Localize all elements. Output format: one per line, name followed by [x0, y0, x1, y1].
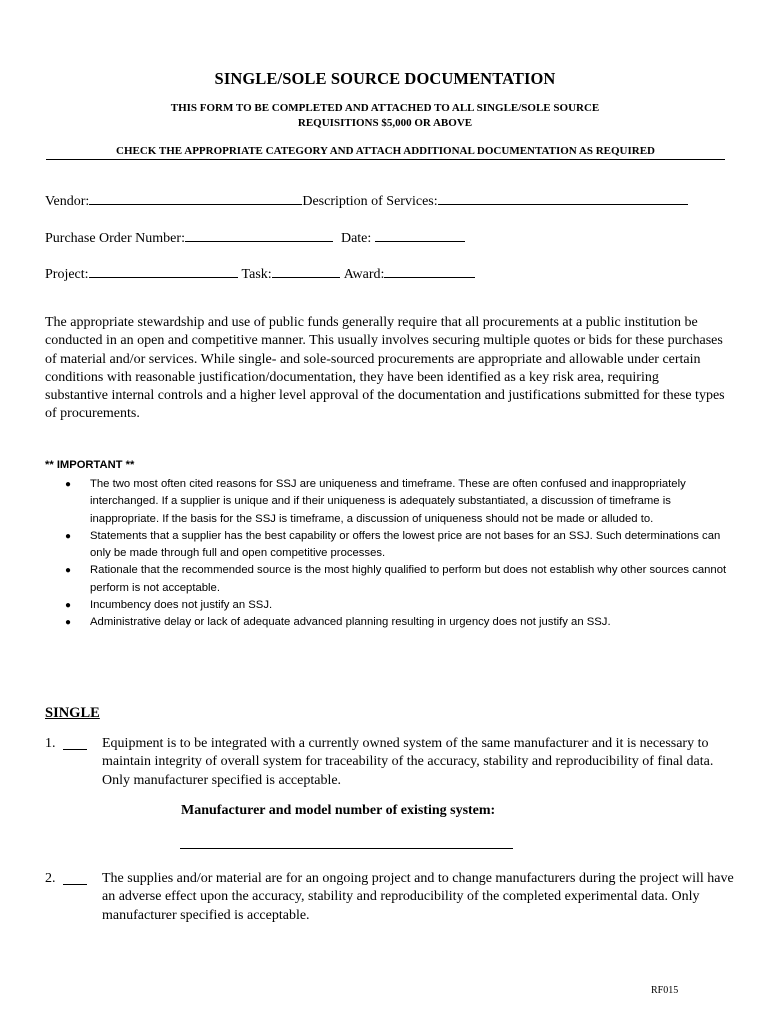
description-label: Description of Services: [302, 194, 438, 209]
form-subtitle [0, 101, 770, 131]
vendor-field[interactable] [89, 192, 302, 205]
date-label: Date: [340, 231, 372, 246]
award-label: Award: [343, 267, 385, 282]
task-field[interactable] [272, 265, 340, 278]
vendor-label: Vendor: [45, 194, 90, 209]
bullet-icon: ● [65, 479, 72, 490]
page-title: SINGLE/SOLE SOURCE DOCUMENTATION [214, 69, 556, 88]
item-number: 1. [45, 736, 56, 751]
bullet-icon: ● [65, 530, 72, 542]
subtitle-line-1: THIS FORM TO BE COMPLETED AND ATTACHED TO ALL SINGLE/SOLE SOURCE [170, 102, 600, 114]
single-item-2 [45, 870, 735, 925]
important-heading: ** IMPORTANT ** [45, 459, 135, 471]
item-1-check-field[interactable] [63, 735, 87, 750]
purchase-order-field[interactable] [185, 229, 333, 242]
project-row [45, 265, 475, 283]
subtitle-line-2: REQUISITIONS $5,000 OR ABOVE [297, 117, 473, 129]
item-text: The supplies and/or material are for an ongoing project and to change manufacturers during the project will have an adverse effect upon the accuracy, stability and reproducibility of the completed experimental data. Only manufacturer specified is acceptable. [102, 871, 734, 923]
bullet-icon: ● [65, 565, 72, 577]
task-label: Task: [241, 267, 272, 282]
intro-paragraph: The appropriate stewardship and use of public funds generally require that all procurements at a public institution be conducted in an open and competitive manner. This usually involves securing multiple quotes or bids for these purchases of material and/or services. While single- and sole-sourced procurements are appropriate and allowable under certain conditions with reasonable justification/documentation, they have been identified as a key risk area, requiring substantive internal controls and a higher level approval of the documentation and justifications submitted for these types of procurements. [45, 315, 725, 422]
purchase-order-label: Purchase Order Number: [45, 231, 185, 246]
bullet-icon: ● [65, 617, 72, 629]
single-section-heading: SINGLE [45, 705, 100, 721]
list-item: ● Rationale that the recommended source is the most highly qualified to perform but does not establish why other sources cannot perform is not acceptable. [65, 564, 727, 594]
date-field[interactable] [375, 229, 465, 242]
manufacturer-field[interactable] [180, 848, 513, 849]
manufacturer-label: Manufacturer and model number of existing system: [181, 803, 496, 818]
description-field[interactable] [438, 192, 688, 205]
purchase-order-row [45, 229, 465, 247]
project-label: Project: [45, 267, 89, 282]
item-2-check-field[interactable] [63, 870, 87, 885]
footer-code: RF015 [651, 985, 679, 996]
important-list [62, 476, 732, 632]
list-item: ● Incumbency does not justify an SSJ. [62, 597, 732, 614]
single-item-1 [45, 735, 735, 790]
item-text: Equipment is to be integrated with a currently owned system of the same manufacturer and it is necessary to maintain integrity of overall system for traceability of the accuracy, stability and reproducibility of final data. Only manufacturer specified is acceptable. [102, 736, 714, 788]
vendor-row [45, 192, 688, 210]
bullet-icon: ● [65, 600, 72, 612]
list-item: ● Statements that a supplier has the best capability or offers the lowest price are not bases for an SSJ. Such determinations can only be made through full and open competitive processes. [65, 529, 721, 560]
instruction-banner: CHECK THE APPROPRIATE CATEGORY AND ATTACH ADDITIONAL DOCUMENTATION AS REQUIRED [46, 144, 725, 160]
award-field[interactable] [384, 265, 475, 278]
list-item: ● The two most often cited reasons for SSJ are uniqueness and timeframe. These are often confused and inappropriately interchanged. If a supplier is unique and if their uniqueness is adequately substantiated, a discussion of timeframe is inappropriate. If the basis for the SSJ is timeframe, a discussion of uniqueness should not be made or alluded to. [65, 478, 686, 525]
list-item: ● Administrative delay or lack of adequate advanced planning resulting in urgency does not justify an SSJ. [62, 614, 732, 631]
project-field[interactable] [89, 265, 238, 278]
item-number: 2. [45, 871, 56, 886]
